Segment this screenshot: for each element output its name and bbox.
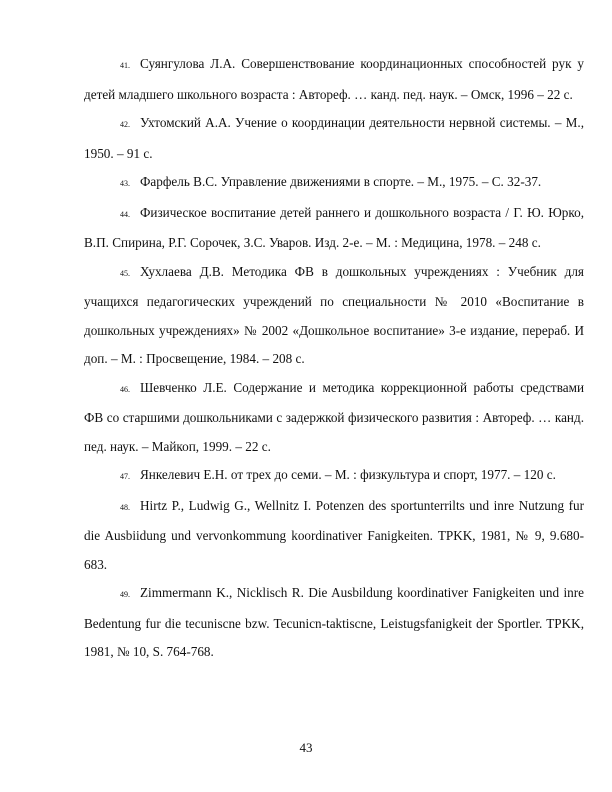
- reference-number: 42.: [120, 120, 130, 129]
- reference-number: 47.: [120, 472, 130, 481]
- reference-item: [84, 168, 584, 199]
- reference-text: Шевченко Л.Е. Содержание и методика коррекционной работы средствами ФВ со старшими дошкольниками с задержкой физического развития : Автореф. … канд. пед. наук. – Майкоп, 1999. – 22 с.: [84, 379, 584, 454]
- reference-item: [84, 492, 584, 580]
- reference-number: 43.: [120, 179, 130, 188]
- reference-text: Hirtz P., Ludwig G., Wellnitz I. Potenzen des sportunterrilts und inre Nutzung fur die Ausbiidung und vervonkommung koordinativer Fanigkeiten. TPKK, 1981, № 9, 9.680-683.: [84, 497, 584, 572]
- reference-text: Ухтомский А.А. Учение о координации деятельности нервной системы. – М., 1950. – 91 с.: [84, 115, 584, 161]
- reference-list: [84, 50, 584, 667]
- reference-text: Хухлаева Д.В. Методика ФВ в дошкольных учреждениях : Учебник для учащихся педагогических учреждений по специальности № 2010 «Воспитание в дошкольных учреждениях» № 2002 «Дошкольное воспитание» 3-е издание, перераб. И доп. – М. : Просвещение, 1984. – 208 с.: [84, 263, 584, 366]
- reference-item: [84, 109, 584, 168]
- page-number: 43: [299, 740, 313, 755]
- reference-text: Zimmermann K., Nicklisch R. Die Ausbildung koordinativer Fanigkeiten und inre Bedentung fur die tecuniscne bzw. Tecunicn-taktiscne, Leistugsfanigkeit der Sportler. TPKK, 1981, № 10, S. 764-768.: [84, 585, 584, 659]
- reference-number: 46.: [120, 384, 130, 394]
- reference-text: Фарфель В.С. Управление движениями в спорте. – М., 1975. – С. 32-37.: [140, 174, 542, 189]
- reference-item: [84, 199, 584, 258]
- reference-number: 48.: [120, 502, 130, 512]
- reference-item: [84, 461, 584, 492]
- reference-item: [84, 258, 584, 374]
- reference-item: [84, 579, 584, 667]
- reference-number: 49.: [120, 590, 130, 599]
- reference-number: 44.: [120, 209, 130, 219]
- reference-text: Суянгулова Л.А. Совершенствование координационных способностей рук у детей младшего школьного возраста : Автореф. … канд. пед. наук. – Омск, 1996 – 22 с.: [84, 56, 584, 102]
- reference-number: 41.: [120, 61, 130, 70]
- reference-text: Физическое воспитание детей раннего и дошкольного возраста / Г. Ю. Юрко, В.П. Спирина, Р.Г. Сорочек, З.С. Уваров. Изд. 2-е. – М. : Медицина, 1978. – 248 с.: [84, 204, 584, 250]
- reference-text: Янкелевич Е.Н. от трех до семи. – М. : физкультура и спорт, 1977. – 120 с.: [140, 467, 556, 482]
- reference-number: 45.: [120, 268, 130, 278]
- reference-item: [84, 50, 584, 109]
- reference-item: [84, 374, 584, 462]
